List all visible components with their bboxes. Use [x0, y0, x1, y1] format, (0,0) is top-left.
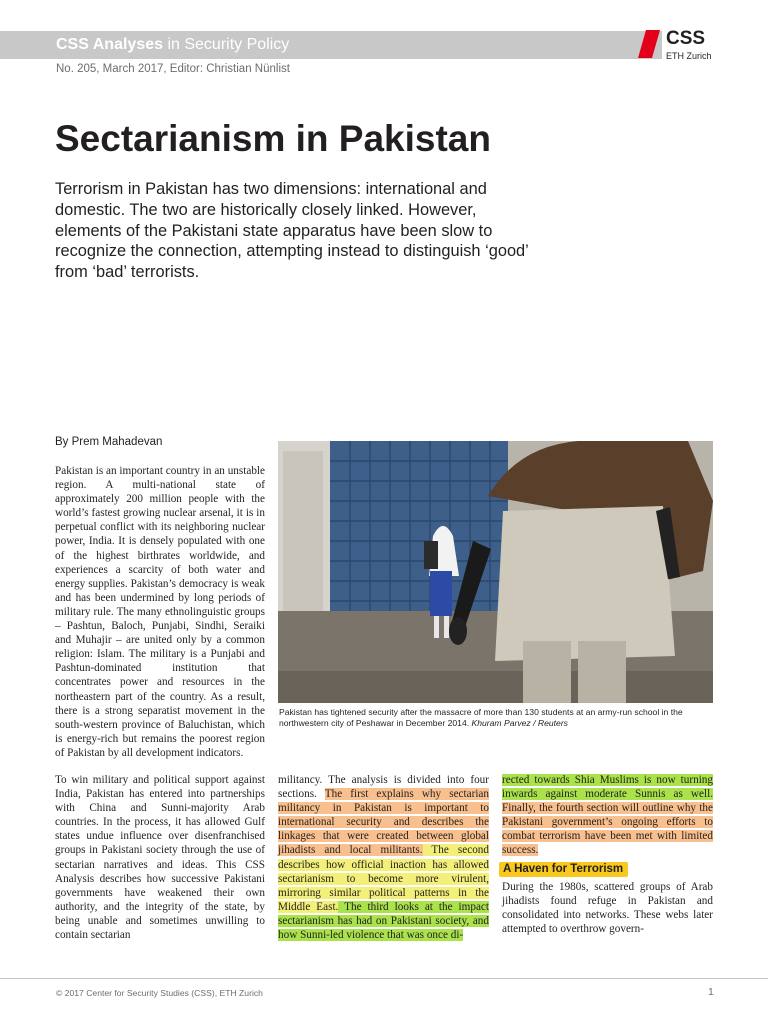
logo-slash-icon — [638, 30, 660, 58]
lead-paragraph: Terrorism in Pakistan has two dimensions: international and domestic. The two are historically closely linked. However, elements of the Pakistani state apparatus have been slow to recognize the connection, attempting instead to distinguish ‘good’ from ‘bad’ terrorists. — [55, 180, 529, 282]
col2-highlight-yellow: The second describes how official inaction has allowed sectarianism to become more virulent, mirroring similar political patterns in the Middle East. — [278, 844, 489, 913]
col1-paragraph-1: Pakistan is an important country in an unstable region. A multi-national state of approximately 200 million people with the world’s fastest growing nuclear arsenal, it is in perpetual conflict with its neighboring nuclear power, India. It is densely populated with one of the highest birthrates worldwide, and experiences a scarcity of both water and energy supplies. Pakistan’s democracy is weak and has been undermined by long periods of military rule. The many ethnolinguistic groups – Pashtun, Baloch, Punjabi, Sindhi, Seraiki and Muhajir – are united only by a common religion: Islam. The military is a Punjabi and Pashtun-dominated institution that concentrates power and resources in the northeastern part of the country. As a result, there is a strong separatist movement in the south-western province of Baluchistan, which is energy-rich but remains the poorest region of Pakistan by all development indicators. — [55, 465, 265, 759]
col2-highlight-green: The third looks at the impact sectarianism has had on Pakistani society, and how Sunni-led violence that was once di- — [278, 900, 489, 942]
col3-paragraph-2: During the 1980s, scattered groups of Arab jihadists found refuge in Pakistan and consolidated into networks. These webs later attempted to overthrow govern- — [502, 881, 713, 936]
col3-highlight-green: rected towards Shia Muslims is now turning inwards against moderate Sunnis as well. — [502, 774, 713, 801]
logo-css-text: CSS — [666, 28, 706, 49]
logo-eth-text: ETH Zurich — [666, 51, 712, 61]
page-title: Sectarianism in Pakistan — [55, 118, 491, 159]
page-number: 1 — [708, 986, 714, 998]
col2-highlight-orange: The first explains why sectarian militancy in Pakistan is important to international security and describes the linkages that were created between global jihadists and local militants. — [278, 788, 489, 857]
series-title — [56, 36, 289, 54]
news-photo — [278, 441, 713, 703]
footer-divider — [0, 978, 768, 979]
section-heading: A Haven for Terrorism — [499, 862, 628, 877]
issue-line: No. 205, March 2017, Editor: Christian Nünlist — [56, 63, 290, 75]
photo-scene-icon — [278, 441, 713, 703]
series-title-rest: in Security Policy — [163, 36, 290, 53]
caption-credit: Khuram Parvez / Reuters — [471, 718, 568, 728]
col3-highlight-orange: Finally, the fourth section will outline why the Pakistani government’s ongoing efforts to combat terrorism have been met with limited success. — [502, 802, 713, 857]
css-logo — [638, 30, 748, 70]
series-title-bold: CSS Analyses — [56, 36, 164, 53]
footer-copyright: © 2017 Center for Security Studies (CSS), ETH Zurich — [56, 988, 263, 998]
col2-paragraph — [278, 773, 489, 942]
col1-paragraph-2: To win military and political support against India, Pakistan has entered into partnerships with China and Sunni-majority Arab countries. In the process, it has allowed Gulf states undue influence over disenfranchised groups in Pakistani society through the use of sectarian narratives and ideas. This CSS Analysis describes how successive Pakistani governments have weakened their own authority, and the integrity of the state, by being unable and sometimes unwilling to contain sectarian — [55, 774, 265, 942]
col2-text: militancy. The analysis is divided into four sections. — [278, 774, 489, 801]
col3-paragraph-1 — [502, 773, 713, 858]
byline: By Prem Mahadevan — [55, 436, 163, 448]
caption-text: Pakistan has tightened security after the massacre of more than 130 students at an army-run school in the northwestern city of Peshawar in December 2014. — [279, 707, 683, 728]
photo-caption — [279, 707, 719, 729]
